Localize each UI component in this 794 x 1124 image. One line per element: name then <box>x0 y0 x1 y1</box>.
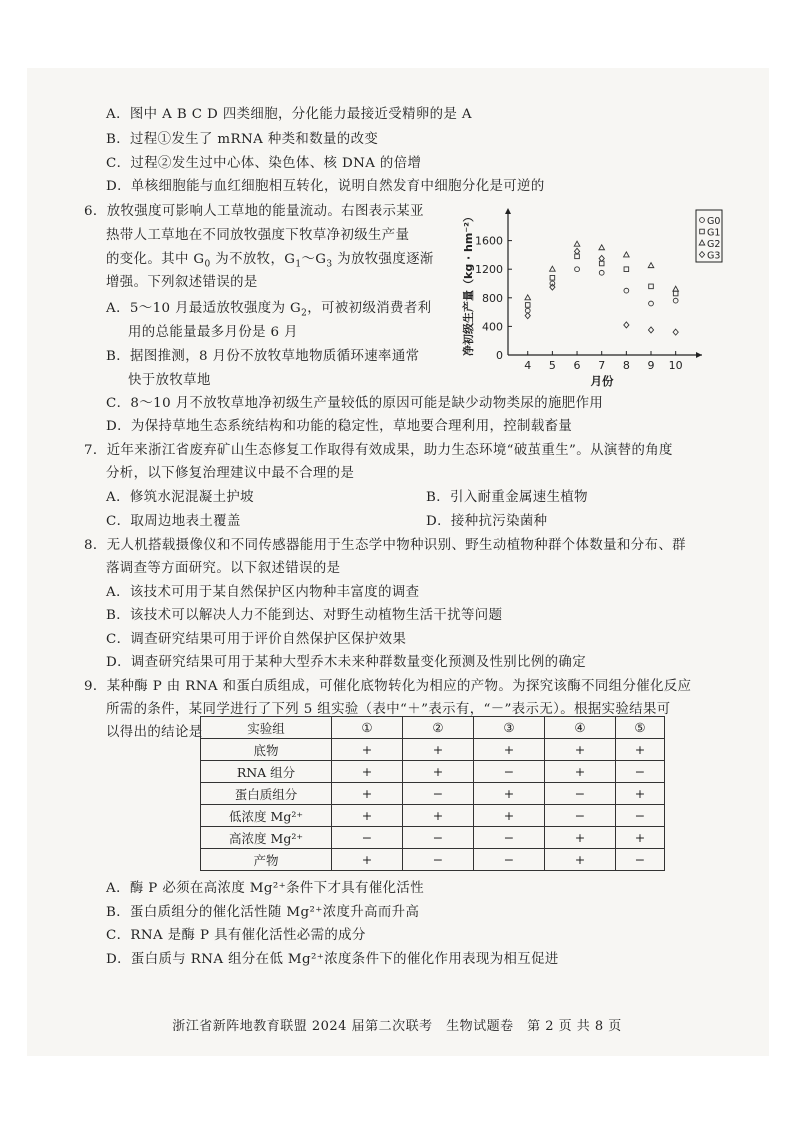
q9-option-b: B．蛋白质组分的催化活性随 Mg²⁺浓度升高而升高 <box>106 905 420 920</box>
q9-option-d: D．蛋白质与 RNA 组分在低 Mg²⁺浓度条件下的催化作用表现为相互促进 <box>106 952 559 967</box>
q6-option-d: D．为保持草地生态系统结构和功能的稳定性，草地要合理利用，控制载畜量 <box>106 419 573 434</box>
x-tick-label: 8 <box>622 359 630 372</box>
y-tick-label: 800 <box>482 291 503 305</box>
data-point-g0 <box>575 267 580 272</box>
table-cell: + <box>403 739 474 761</box>
data-point-g1 <box>550 275 555 280</box>
experiment-table <box>200 716 665 871</box>
q8-option-c: C．调查研究结果可用于评价自然保护区保护效果 <box>106 632 407 647</box>
table-cell: + <box>332 739 403 761</box>
data-point-g3 <box>525 313 530 319</box>
table-header-cell: ③ <box>474 717 545 739</box>
q9-option-a: A．酶 P 必须在高浓度 Mg²⁺条件下才具有催化活性 <box>106 881 424 896</box>
table-cell: + <box>474 805 545 827</box>
q8-option-d: D．调查研究结果可用于某种大型乔木未来种群数量变化预测及性别比例的确定 <box>106 655 587 670</box>
table-cell: + <box>332 849 403 871</box>
data-point-g2 <box>550 266 556 271</box>
q7-option-d: D．接种抗污染菌种 <box>426 514 548 529</box>
table-cell: 高浓度 Mg²⁺ <box>201 827 332 849</box>
data-point-g1 <box>624 267 629 272</box>
table-cell: − <box>403 827 474 849</box>
table-cell: 产物 <box>201 849 332 871</box>
x-tick-label: 4 <box>524 359 532 372</box>
q6-stem-4: 增强。下列叙述错误的是 <box>106 275 258 290</box>
data-point-g0 <box>673 298 678 303</box>
q8-stem-2: 落调查等方面研究。以下叙述错误的是 <box>106 561 341 576</box>
npp-scatter-chart <box>456 200 746 390</box>
legend-label: G0 <box>707 216 721 227</box>
data-point-g3 <box>673 329 678 335</box>
data-point-g2 <box>624 252 630 257</box>
table-cell: − <box>403 849 474 871</box>
data-point-g0 <box>599 270 604 275</box>
table-cell: − <box>616 761 665 783</box>
y-tick-label: 1200 <box>475 263 503 277</box>
q5-option-b: B．过程①发生了 mRNA 种类和数量的改变 <box>106 132 379 147</box>
table-cell: − <box>474 761 545 783</box>
y-tick-label: 0 <box>496 349 503 362</box>
q7-option-c: C．取周边地表土覆盖 <box>106 514 241 529</box>
table-cell: 底物 <box>201 739 332 761</box>
data-point-g3 <box>599 255 604 261</box>
q6-option-a-line2: 用的总能量最多月份是 6 月 <box>128 325 298 340</box>
table-cell: − <box>616 849 665 871</box>
legend-marker-g2 <box>699 240 705 245</box>
q8-option-b: B．该技术可以解决人力不能到达、对野生动植物生活干扰等问题 <box>106 608 503 623</box>
data-point-g2 <box>648 263 654 268</box>
legend-marker-g1 <box>700 229 705 234</box>
x-tick-label: 10 <box>668 359 683 372</box>
x-tick-label: 5 <box>548 359 556 372</box>
table-cell: 蛋白质组分 <box>201 783 332 805</box>
data-point-g1 <box>525 303 530 308</box>
q7-stem-1: 7．近年来浙江省废弃矿山生态修复工作取得有效成果，助力生态环境“破茧重生”。从演替的角度 <box>84 443 673 458</box>
q8-stem-1: 8．无人机搭载摄像仪和不同传感器能用于生态学中物种识别、野生动植物种群个体数量和分布、群 <box>84 538 686 553</box>
q6-option-b-line1: B．据图推测，8 月份不放牧草地物质循环速率通常 <box>106 349 420 364</box>
page-footer: 浙江省新阵地教育联盟 2024 届第二次联考 生物试题卷 第 2 页 共 8 页 <box>172 1019 622 1034</box>
legend-label: G2 <box>707 239 721 250</box>
table-cell: − <box>474 849 545 871</box>
q6-option-a-line1: A．5～10 月最适放牧强度为 $G_2$，可被初级消费者利 <box>106 301 432 319</box>
legend-marker-g0 <box>700 218 705 223</box>
table-cell: − <box>616 805 665 827</box>
q6-stem-2: 热带人工草地在不同放牧强度下牧草净初级生产量 <box>106 228 410 243</box>
table-cell: + <box>332 783 403 805</box>
table-cell: − <box>332 827 403 849</box>
q9-stem-3: 以得出的结论是 <box>106 725 203 740</box>
x-axis-label: 月份 <box>590 374 614 388</box>
data-point-g3 <box>574 248 579 254</box>
table-cell: RNA 组分 <box>201 761 332 783</box>
table-cell: + <box>545 761 616 783</box>
x-tick-label: 7 <box>598 359 606 372</box>
table-cell: + <box>332 805 403 827</box>
q8-option-a: A．该技术可用于某自然保护区内物种丰富度的调查 <box>106 585 420 600</box>
table-row <box>201 761 665 783</box>
q9-stem-1: 9．某种酶 P 由 RNA 和蛋白质组成，可催化底物转化为相应的产物。为探究该酶不同组分催化反应 <box>84 679 692 694</box>
table-cell: − <box>545 783 616 805</box>
table-cell: + <box>545 827 616 849</box>
data-point-g2 <box>599 245 605 250</box>
table-cell: + <box>616 739 665 761</box>
legend-label: G1 <box>707 227 721 239</box>
data-point-g2 <box>525 295 531 300</box>
y-axis-label: 净初级生产量（kg · hm⁻²） <box>462 211 475 356</box>
data-point-g2 <box>574 241 580 246</box>
table-header-cell: ② <box>403 717 474 739</box>
table-row <box>201 827 665 849</box>
data-point-g3 <box>624 322 629 328</box>
table-cell: + <box>616 827 665 849</box>
table-cell: + <box>474 783 545 805</box>
table-row <box>201 849 665 871</box>
data-point-g1 <box>673 291 678 296</box>
table-cell: + <box>545 849 616 871</box>
table-cell: + <box>545 739 616 761</box>
table-cell: 低浓度 Mg²⁺ <box>201 805 332 827</box>
q7-option-b: B．引入耐重金属速生植物 <box>426 490 588 505</box>
q5-option-c: C．过程②发生过中心体、染色体、核 DNA 的倍增 <box>106 156 422 171</box>
q5-option-d: D．单核细胞能与血红细胞相互转化，说明自然发育中细胞分化是可逆的 <box>106 179 545 194</box>
data-point-g0 <box>624 288 629 293</box>
x-tick-label: 9 <box>647 359 655 372</box>
y-axis-arrow <box>505 208 511 214</box>
table-header-cell: ⑤ <box>616 717 665 739</box>
table-cell: − <box>474 827 545 849</box>
q6-stem-1: 6．放牧强度可影响人工草地的能量流动。右图表示某亚 <box>84 204 424 219</box>
table-cell: + <box>403 761 474 783</box>
table-header-cell: 实验组 <box>201 717 332 739</box>
q6-option-c: C．8～10 月不放牧草地净初级生产量较低的原因可能是缺少动物类尿的施肥作用 <box>106 396 604 411</box>
y-tick-label: 1600 <box>475 234 503 248</box>
data-point-g0 <box>649 301 654 306</box>
table-cell: + <box>332 761 403 783</box>
legend-label: G3 <box>707 250 721 262</box>
q5-option-a: A．图中 A B C D 四类细胞，分化能力最接近受精卵的是 A <box>106 107 472 122</box>
q7-stem-2: 分析，以下修复治理建议中最不合理的是 <box>106 466 355 481</box>
data-point-g1 <box>649 284 654 289</box>
table-header-row <box>201 717 665 739</box>
table-header-cell: ① <box>332 717 403 739</box>
data-point-g2 <box>673 286 679 291</box>
table-row <box>201 805 665 827</box>
q7-option-a: A．修筑水泥混凝土护坡 <box>106 490 254 505</box>
q6-option-b-line2: 快于放牧草地 <box>128 373 211 388</box>
x-axis-arrow <box>696 352 702 358</box>
x-tick-label: 6 <box>573 359 581 372</box>
q9-stem-2: 所需的条件，某同学进行了下列 5 组实验（表中“＋”表示有，“－”表示无）。根据实验结果可 <box>106 702 671 717</box>
legend-marker-g3 <box>699 252 704 258</box>
data-point-g3 <box>648 327 653 333</box>
table-cell: − <box>403 783 474 805</box>
y-tick-label: 400 <box>482 320 503 334</box>
q6-stem-3: 的变化。其中 $G_0$ 为不放牧，$G_1\sim G_3$ 为放牧强度逐渐 <box>106 252 434 270</box>
table-row <box>201 783 665 805</box>
table-cell: + <box>474 739 545 761</box>
table-header-cell: ④ <box>545 717 616 739</box>
table-cell: + <box>403 805 474 827</box>
table-cell: − <box>545 805 616 827</box>
table-row <box>201 739 665 761</box>
q9-option-c: C．RNA 是酶 P 具有催化活性必需的成分 <box>106 928 366 943</box>
table-cell: + <box>616 783 665 805</box>
